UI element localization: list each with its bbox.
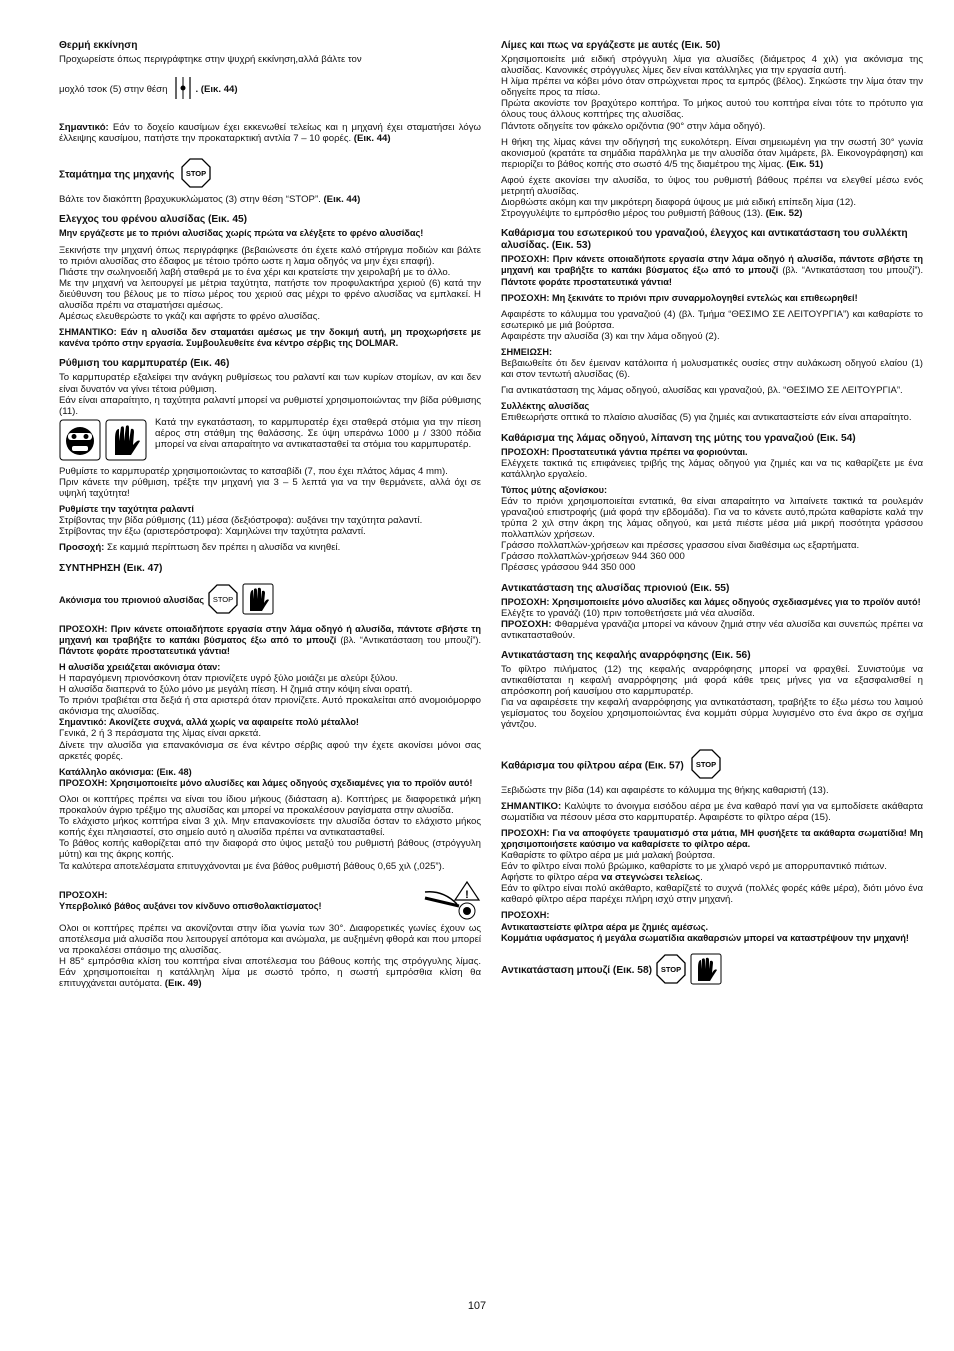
chain-text-2: ΠΡΟΣΟΧΗ: Φθαρμένα γρανάζια μπορεί να κάνουν ζημιά στην νέα αλυσίδα και συνεπώς πρέπει να αντικατασταθούν. xyxy=(501,618,923,641)
air-filter-title: Καθάρισμα του φίλτρου αέρα (Εικ. 57) STOP xyxy=(501,749,923,783)
brake-text-2: Πιάστε την σωληνοειδή λαβή σταθερά με το ένα χέρι και κρατείστε την χειρολαβή με το άλλο. xyxy=(59,266,451,278)
chain-title: Αντικατάσταση της αλυσίδας πριονιού (Εικ. 55) xyxy=(501,582,730,594)
bar-type-title: Τύπος μύτης αξονίσκου: xyxy=(501,484,608,495)
sprocket-title: Καθάρισμα του εσωτερικού του γραναζιού, έλεγχος και αντικατάσταση του συλλέκτη αλυσίδας. (Εικ. 53) xyxy=(501,228,908,252)
air-text-6: Εάν το φίλτρο είναι πολύ ακάθαρτο, καθαρίζετέ το συχνά (πολλές φορές κάθε μέρα), διότι μόνο ένα καθαρό φίλτρο αέρα παρέχει πλήρη ισχύ στην μηχανή. xyxy=(501,883,923,906)
sprocket-text-5: Επιθεωρήστε οπτικά το πλαίσιο αλυσίδας (5) για ζημιές και αντικαταστείστε εάν είναι απαραίτητο. xyxy=(501,412,912,424)
files-text-8: Στρογγυλέψτε το εμπρόσθιο μέρος του ρυθμιστή βάθους (13). (Εικ. 52) xyxy=(501,208,803,220)
bar-text-2: Εάν το πριόνι χρησιμοποιείται εντατικά, θα είναι απαραίτητο να λιπαίνετε τακτικά τα ρουλεμάν γραναζιού επιστροφής (μιά φορά την εβδομάδα). Για να το κάνετε αυτό,πρώτα καθαρίστε καλά την τρύπα 2 χιλ στην άκρη της λάμας οδηγού, και μετά πιέστε μέσα μιά μικρή ποσότητα γράσσου πολλαπλών χρήσεων. xyxy=(501,495,923,541)
warm-start-title: Θερμή εκκίνηση xyxy=(59,40,138,51)
protective-gear-icon xyxy=(59,419,101,464)
choke-position-line xyxy=(59,75,481,104)
bar-warning: ΠΡΟΣΟΧΗ: Προστατευτικά γάντια πρέπει να φοριούνται. xyxy=(501,446,748,457)
svg-text:STOP: STOP xyxy=(186,169,207,179)
files-text-2: Η λίμα πρέπει να κόβει μόνο όταν σπρώχνεται προς τα εμπρός (βέλος). Σηκώστε την λίμα όταν την οδηγείτε προς τα πίσω. xyxy=(501,76,923,99)
sprocket-text-2: Αφαιρέστε την αλυσίδα (3) και την λάμα οδηγού (2). xyxy=(501,330,720,342)
sharpen-warning: ΠΡΟΣΟΧΗ: Πριν κάνετε οποιαδήποτε εργασία στην λάμα οδηγό ή αλυσίδα, πάντοτε σβήστε τη μηχανή και τραβήξτε το καπάκι βύσματος έξω από το μπουζί (βλ. “Αντικατάσταση του μπουζί”). Πάντοτε φοράτε προστατευτικά γάντια! xyxy=(59,623,481,656)
cutter-text-1: Ολοι οι κοπτήρες πρέπει να είναι του ίδιου μήκους (διάσταση a). Κοπτήρες με διαφορετικά μήκη προκαλούν άγριο τρέξιμο της αλυσίδας και μπορεί να προκαλέσουν ραγίσματα στην αλυσίδα. xyxy=(59,793,481,817)
left-column xyxy=(59,40,481,994)
gloves-icon xyxy=(105,419,147,464)
brake-text-1: Ξεκινήστε την μηχανή όπως περιγράφηκε (βεβαιώνεστε ότι έχετε καλό στήριγμα ποδιών και βάλτε το πριόνι αλυσίδας στο έδαφος με τέτοιο τρόπο ωστε η λαμα οδηγός να μην έχει επαφή). xyxy=(59,244,481,267)
bar-text-5: Πρέσσες γράσσου 944 350 000 xyxy=(501,562,636,574)
kickback-warning-icon xyxy=(423,880,481,923)
brake-title: Ελεγχος του φρένου αλυσίδας (Εικ. 45) xyxy=(59,214,248,226)
carb-text-1: Το καρμπυρατέρ εξαλείφει την ανάγκη ρυθμίσεως του ραλαντί και των κυρίων στομίων, αν και δεν είναι δυνατόν να γίνει τέτοια ρύθμιση. xyxy=(59,372,481,395)
files-text-1: Χρησιμοποιείτε μιά ειδική στρόγγυλη λίμα για αλυσίδες (διάμετρος 4 χιλ) για ακόνισμα της αλυσίδας. Κανονικές στρόγγυλες λίμες δεν είναι κατάλληλες για την εργασία αυτή. xyxy=(501,54,923,77)
sprocket-text-4: Για αντικατάσταση της λάμας οδηγού, αλυσίδας και γραναζιού, βλ. “ΘΕΣΙΜΟ ΣΕ ΛΕΙΤΟΥΡΓΙΑ”. xyxy=(501,385,903,397)
gloves-icon xyxy=(690,953,722,989)
sharpen-need-3: Το πριόνι τραβιέται στα δεξιά ή στα αριστερά όταν πριονίζετε. Αυτό προκαλείται από ανομοιόμορφο ακόνισμα της αλυσίδας. xyxy=(59,695,481,718)
service-title: ΣΥΝΤΗΡΗΣΗ (Εικ. 47) xyxy=(59,562,163,574)
stop-sign-icon xyxy=(656,954,686,988)
stopping-text: Βάλτε τον διακόπτη βραχυκυκλώματος (3) στην θέση “STOP”. (Εικ. 44) xyxy=(59,194,361,206)
chain-text-1: Ελέγξτε το γρανάζι (10) πριν τοποθετήσετε μιά νέα αλυσίδα. xyxy=(501,607,755,619)
warm-start-important: Σημαντικό: Εάν το δοχείο καυσίμων έχει εκκενωθεί τελείως και η μηχανή έχει σταματήσει λόγω έλλειψης καυσίμου, πατήστε την προκαταρκτική αντλία 7 – 10 φορές. (Εικ. 44) xyxy=(59,122,481,145)
carb-title: Ρύθμιση του καρμπυρατέρ (Εικ. 46) xyxy=(59,358,230,370)
kickback-caution: ΠΡΟΣΟΧΗ: Υπερβολικό βάθος αυξάνει τον κίνδυνο οπισθολακτίσματος! ! xyxy=(59,880,481,923)
cutter-text-5: Ολοι οι κοπτήρες πρέπει να ακονίζονται στην ίδια γωνία των 30°. Διαφορετικές γωνίες έχουν ως αποτέλεσμα μιά αλυσίδα που λειτουργεί απότομα και ανώμαλα, με αυξημένη φθορά και που μπορεί να προκαλέσει σπάσιμο της αλυσίδας. xyxy=(59,922,481,956)
safety-icons xyxy=(59,419,147,464)
files-text-5: Η θήκη της λίμας κάνει την οδήγησή της ευκολότερη. Είναι σημειωμένη για την σωστή 30° γωνία ακονισμού (κρατάτε τα σημάδια παράλληλα με την αλυσίδα όταν λιμάρετε, βλ. Εικονογράφηση) και περιορίζει το βάθος κοπής στο σωστό 4/5 της διαμέτρου της λίμας. (Εικ. 51) xyxy=(501,136,923,170)
cutter-text-3: Το βάθος κοπής καθορίζεται από την διαφορά στο ύψος μεταξύ του ρυθμιστή βάθους (στρόγγυλη μύτη) και της άκρης κοπής. xyxy=(59,838,481,861)
brake-text-4: Αμέσως ελευθερώστε το γκάζι και αφήστε το φρένο αλυσίδας. xyxy=(59,311,321,323)
air-caution: ΠΡΟΣΟΧΗ: xyxy=(501,910,550,921)
choke-ref: . (Εικ. 44) xyxy=(195,84,238,96)
files-text-3: Πρώτα ακονίστε τον βραχύτερο κοπτήρα. Το μήκος αυτού του κοπτήρα είναι τότε το πρότυπο για όλους τους άλλους κοπτήρες της αλυσίδας. xyxy=(501,98,923,121)
sprocket-warning-1: ΠΡΟΣΟΧΗ: Πριν κάνετε οποιαδήποτε εργασία στην λάμα οδηγό ή αλυσίδα, πάντοτε σβήστε τη μηχανή και τραβήξτε το καπάκι βύσματος έξω από το μπουζί (βλ. “Αντικατάσταση του μπουζί”). Πάντοτε φοράτε προστατευτικά γάντια! xyxy=(501,254,923,287)
carb-text-8: Προσοχή: Σε καμμιά περίπτωση δεν πρέπει η αλυσίδα να κινηθεί. xyxy=(59,542,341,554)
stop-sign-icon xyxy=(208,584,238,617)
page-number: 107 xyxy=(467,1300,487,1312)
suction-title: Αντικατάσταση της κεφαλής αναρρόφησης (Εικ. 56) xyxy=(501,649,751,661)
sharpen-need-4: Γενικά, 2 ή 3 περάσματα της λίμας είναι αρκετά. xyxy=(59,728,262,740)
air-text-5: Αφήστε το φίλτρο αέρα να στεγνώσει τελείως. xyxy=(501,872,703,884)
air-caution-1: Αντικαταστείστε φίλτρα αέρα με ζημιές αμέσως. xyxy=(501,921,709,932)
cutter-text-2: Το ελάχιστο μήκος κοπτήρα είναι 3 χιλ. Μην επανακονίσετε την αλυσίδα όσταν το ελάχιστο μήκος κοπής έχει πλησιαστεί, στο σημείο αυτό η αλυσίδα πρέπει να αντικατασταθεί. xyxy=(59,816,481,839)
sharpen-need-title: Η αλυσίδα χρειάζεται ακόνισμα όταν: xyxy=(59,661,221,672)
bar-text-3: Γράσσο πολλαπλών-χρήσεων και πρέσσες γρασσου είναι διαθέσιμα ως εξαρτήματα. xyxy=(501,540,860,552)
chain-catcher-title: Συλλέκτης αλυσίδας xyxy=(501,401,590,412)
choke-position-icon xyxy=(173,75,193,104)
right-column xyxy=(501,40,923,991)
spark-plug-title: Αντικατάσταση μπουζί (Εικ. 58) STOP xyxy=(501,953,923,989)
sharpen-need-5: Δίνετε την αλυσίδα για επανακόνισμα σε ένα κέντρο σέρβις αφού την έχετε ακονίσει μόνοι σας αρκετές φορές. xyxy=(59,739,481,762)
stopping-title: Σταμάτημα της μηχανής STOP xyxy=(59,158,481,192)
sharpen-important: Σημαντικό: Ακονίζετε συχνά, αλλά χωρίς να αφαιρείτε πολύ μέταλλο! xyxy=(59,717,359,728)
suction-text-1: Το φίλτρο πιλήματος (12) της κεφαλής αναρρόφησης μπορεί να φραχθεί. Συνιστούμε να αντικαθίσταται η κεφαλή αναρρόφησης μιά φορά κάθε τρεις μήνες για να εξασφαλισθεί η απρόσκοπη ροή καυσίμου στο καρμπυρατέρ. xyxy=(501,663,923,698)
air-text-1: Ξεβιδώστε την βίδα (14) και αφαιρέστε το κάλυμμα της θήκης καθαριστή (13). xyxy=(501,784,829,796)
sprocket-note: ΣΗΜΕΙΩΣΗ: xyxy=(501,346,553,357)
files-text-7: Διορθώστε ακόμη και την μικρότερη διαφορά ύψους με μιά ειδική επίπεδη λίμα (12). xyxy=(501,197,857,209)
bar-title: Καθάρισμα της λάμας οδηγού, λίπανση της μύτης του γραναζιού (Εικ. 54) xyxy=(501,432,856,444)
brake-text-3: Με την μηχανή να λειτουργεί με μέτρια ταχύτητα, πατήστε τον προφυλακτήρα χεριού (6) κατά την διεύθυνση του βέλους με το πίσω μέρος του χεριού σας μέχρι το φρένο αλυσίδας να εμπλακεί. Η αλυσίδα πρέπι να σταματήσει αμέσως. xyxy=(59,277,481,312)
sprocket-warning-2: ΠΡΟΣΟΧΗ: Μη ξεκινάτε το πριόνι πριν συναρμολογηθεί εντελώς και επιθεωρηθεί! xyxy=(501,292,858,303)
svg-text:STOP: STOP xyxy=(660,964,682,974)
sprocket-text-1: Αφαιρέστε το κάλυμμα του γραναζιού (4) (βλ. Τμήμα “ΘΕΣΙΜΟ ΣΕ ΛΕΙΤΟΥΡΓΙΑ”) και καθαρίστε το εσωτερικό με μιά βούρτσα. xyxy=(501,308,923,331)
air-warning: ΠΡΟΣΟΧΗ: Για να αποφύγετε τραυματισμό στα μάτια, ΜΗ φυσήξετε τα ακάθαρτα σωματίδια! Μη χρησιμοποιήσετε καύσιμο να καθαρίσετε το φίλτρο αέρα. xyxy=(501,827,923,849)
idle-subtitle: Ρυθμίστε την ταχύτητα ραλαντί xyxy=(59,504,194,515)
choke-text: μοχλό τσοκ (5) στην θέση xyxy=(59,84,168,96)
files-text-6: Αφού έχετε ακονίσει την αλυσίδα, το ύψος του ρυθμιστή βάθους πρέπει να ελεγθεί μέσω ενός μετρητή αλυσίδας. xyxy=(501,174,923,198)
sharpen-heading: Ακόνισμα του πριονιού αλυσίδας STOP xyxy=(59,583,481,618)
correct-sharpen-title: Κατάλληλο ακόνισμα: (Εικ. 48) xyxy=(59,766,192,777)
carb-text-7: Στρίβοντας την έξω (αριστερόστροφα): Χαμηλώνει την ταχύτητα ραλαντί. xyxy=(59,526,366,538)
sprocket-text-3: Βεβαιωθείτε ότι δεν έμειναν κατάλοιπα ή μολυσματικές ουσίες στην αυλάκωση οδηγού ελαίου (1) και στον τεντωτή αλυσίδας (6). xyxy=(501,358,923,381)
carb-text-2: Εάν είναι απαραίτητο, η ταχύτητα ραλαντί μπορεί να ρυθμιστεί χρησιμοποιώντας την βίδα ρύθμισης (11). xyxy=(59,394,481,417)
stop-sign-icon xyxy=(691,749,721,783)
stop-sign-icon xyxy=(181,158,211,192)
carb-text-4: Ρυθμίστε το καρμπυρατέρ χρησιμοποιώντας το κατσαβίδι (7, που έχει πλάτος λάμας 4 mm). xyxy=(59,465,448,477)
files-text-4: Πάντοτε οδηγείτε τον φάκελο οριζόντια (90° στην λάμα οδηγό). xyxy=(501,120,766,132)
brake-important: ΣΗΜΑΝΤΙΚΟ: Εάν η αλυσίδα δεν σταματάει αμέσως με την δοκιμή αυτή, μη προχωρήσετε με κανένα τρόπο στην εργασία. Συμβουλευθείτε ένα κέντρο σέρβις της DOLMAR. xyxy=(59,327,481,349)
svg-text:STOP: STOP xyxy=(212,594,234,604)
carb-altitude-block xyxy=(59,417,481,466)
air-caution-2: Κομμάτια υφάσματος ή μεγάλα σωματίδια ακαθαρσιών μπορεί να καταστρέψουν την μηχανή! xyxy=(501,932,909,943)
bar-text-1: Ελέγχετε τακτικά τις επιφάνειες τριβής της λάμας οδηγού για ζημιές και να τις καθαρίζετε με ένα κατάλληλο εργαλείο. xyxy=(501,457,923,480)
bar-text-4: Γράσσο πολλαπλών-χρήσεων 944 360 000 xyxy=(501,551,685,563)
gloves-icon xyxy=(242,583,274,618)
suction-text-2: Για να αφαιρέσετε την κεφαλή αναρρόφησης για αντικατάσταση, τραβήξτε το έξω μέσω του λαιμού γεμίσματος του δοχείου χρησιμοποιώντας ένα κομμάτι σύρμα λυγισμένο στο ένα άκρο σε σχήμα γάντζου. xyxy=(501,697,923,731)
carb-text-5: Πριν κάνετε την ρύθμιση, τρέξτε την μηχανή για 3 – 5 λεπτά για να την θερμάνετε, αλλά όχι σε υψηλή ταχύτητα! xyxy=(59,476,481,500)
cutter-text-4: Τα καλύτερα αποτελέσματα επιτυγχάνονται με ένα βάθος ρυθμιστή βάθους 0,65 χιλ (,025”). xyxy=(59,860,445,872)
air-text-2: ΣΗΜΑΝΤΙΚΟ: Καλύψτε το άνοιγμα εισόδου αέρα με ένα καθαρό πανί για να εμποδίσετε ακάθαρτα σωματίδια να πέσουν μέσα στο καρμπυρατέρ. Αφαιρέστε το φίλτρο αέρα (15). xyxy=(501,800,923,823)
cutter-text-6: Η 85° εμπρόσθια κλίση του κοπτήρα είναι αποτέλεσμα του βάθους κοπής της στρόγγυλης λίμας. Εάν χρησιμοποιείται η κατάλληλη λίμα με σωστό τρόπο, η σωστή εμπρόσθια κλίση θα επιτυγχάνεται αυτόματα. (Εικ. 49) xyxy=(59,955,481,990)
air-text-3: Καθαρίστε το φίλτρο αέρα με μιά μαλακή βούρτσα. xyxy=(501,849,716,861)
carb-text-3: Κατά την εγκατάσταση, το καρμπυρατέρ έχει σταθερά στόμια για την πίεση αέρος στη στάθμη της θαλάσσης. Σε ύψη υπεράνω 1000 μ / 3300 πόδια μπορεί να είναι απαραίτητο να αντικατασταθεί τα στόμια του καρμπυρατέρ. xyxy=(155,416,481,450)
air-text-4: Εάν το φίλτρο είναι πολύ βρώμικο, καθαρίστε το με χλιαρό νερό με απορρυπαντικό πιάτων. xyxy=(501,861,887,873)
carb-text-6: Στρίβοντας την βίδα ρύθμισης (11) μέσα (δεξιόστροφα): αυξάνει την ταχύτητα ραλαντί. xyxy=(59,515,423,527)
brake-warning: Μην εργάζεστε με το πριόνι αλυσίδας χωρίς πρώτα να ελέγξετε το φρένο αλυσίδας! xyxy=(59,228,424,239)
sharpen-need-1: Η παραγόμενη πριονόσκονη όταν πριονίζετε υγρό ξύλο μοιάζει με αλεύρι ξύλου. xyxy=(59,673,398,684)
sharpen-need-2: Η αλυσίδα διαπερνά το ξύλο μόνο με μεγάλη πίεση. Η ζημιά στην κόψη είναι ορατή. xyxy=(59,684,413,696)
svg-text:STOP: STOP xyxy=(695,759,716,769)
chain-warning: ΠΡΟΣΟΧΗ: Χρησιμοποιείτε μόνο αλυσίδες και λάμες οδηγούς σχεδιασμένες για το προϊόν αυτό! xyxy=(501,596,921,607)
warm-start-text-1: Προχωρείστε όπως περιγράφτηκε στην ψυχρή εκκίνηση,αλλά βάλτε τον xyxy=(59,54,362,65)
correct-sharpen-warning: ΠΡΟΣΟΧΗ: Χρησιμοποιείτε μόνο αλυσίδες και λάμες οδηγούς σχεδιαμένες για το προϊόν αυτό! xyxy=(59,777,473,788)
svg-text:!: ! xyxy=(465,888,469,901)
files-title: Λίμες και πως να εργάζεστε με αυτές (Εικ. 50) xyxy=(501,40,721,51)
